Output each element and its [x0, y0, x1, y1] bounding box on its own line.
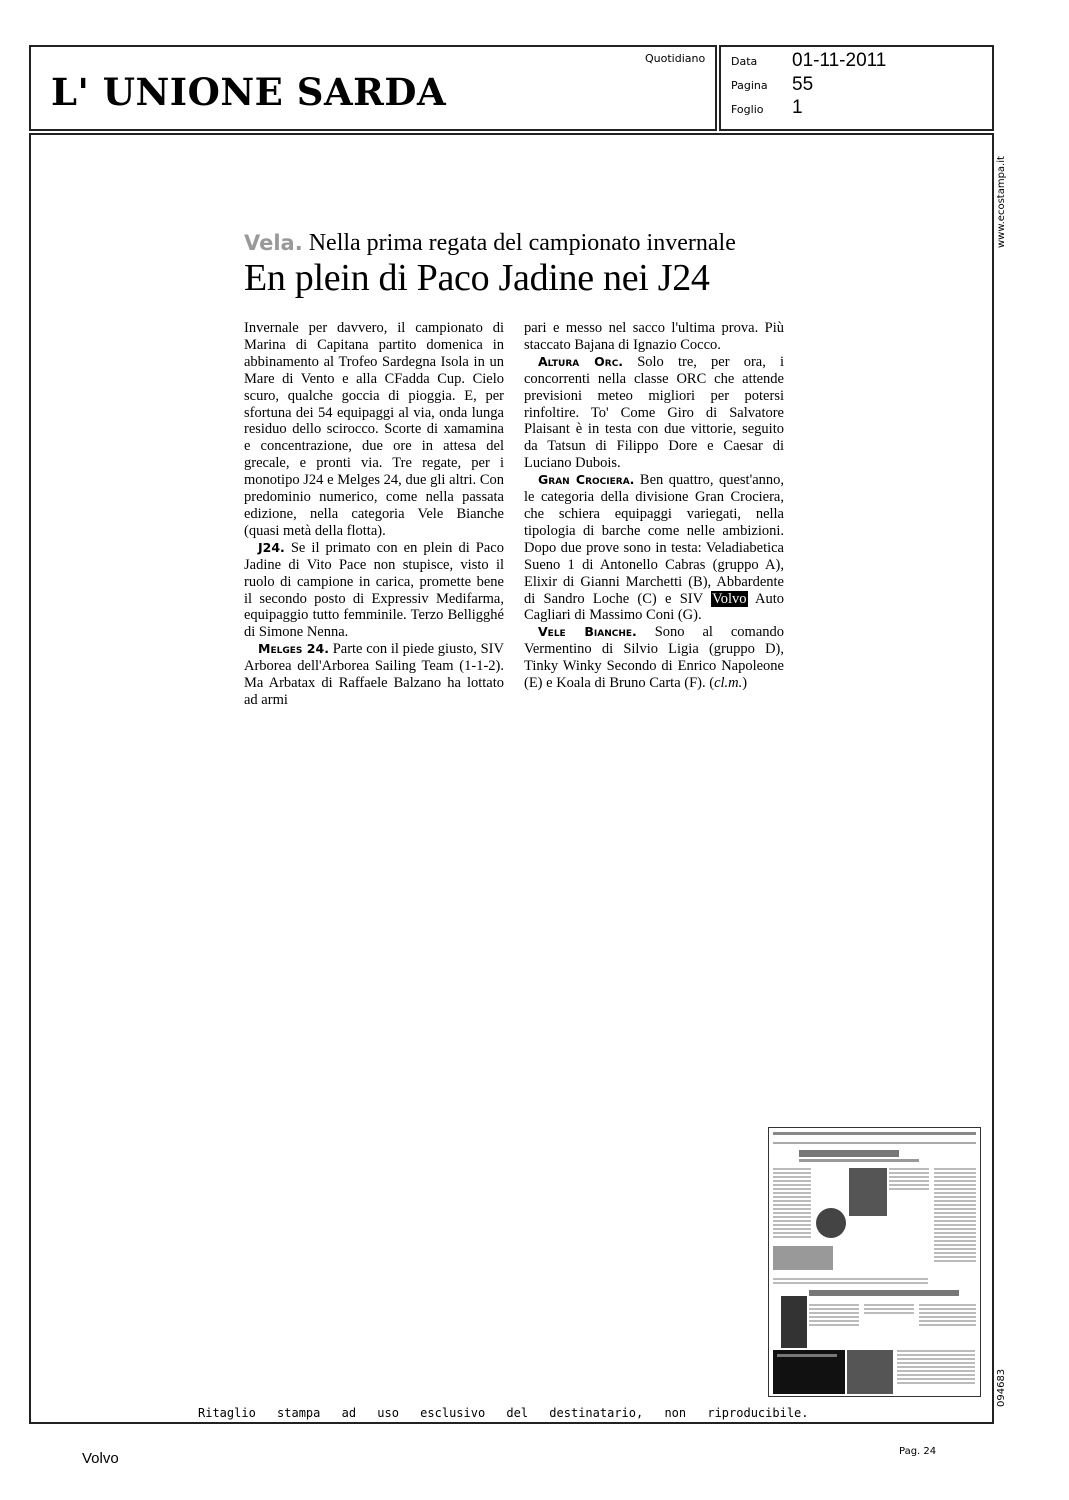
signature: cl.m. — [714, 675, 743, 692]
subhead: Melges 24. — [258, 641, 329, 657]
section-tag: Vela. — [244, 231, 303, 255]
subhead: Gran Crociera. — [538, 472, 635, 488]
meta-value-pagina: 55 — [792, 74, 814, 95]
keyword-highlight: Volvo — [712, 590, 747, 607]
side-code: 094683 — [996, 1368, 1007, 1407]
paragraph: Altura Orc. Solo tre, per ora, i concorrenti nella classe ORC che attende previsioni meteo migliori per potersi rinfoltire. To' Come Giro di Salvatore Plaisant è in testa con due vittorie, seguito da Tatsun di Filippo Dore e Caesar di Luciano Dubois. — [524, 353, 785, 472]
kicker-text: Nella prima regata del campionato invernale — [308, 230, 736, 256]
publication-type: Quotidiano — [645, 52, 706, 65]
meta-value-data: 01-11-2011 — [792, 50, 887, 71]
meta-label-data: Data — [731, 55, 758, 68]
paragraph: Melges 24. Parte con il piede giusto, SIV Arborea dell'Arborea Sailing Team (1-1-2). Ma Arbatax di Raffaele Balzano ha lottato ad armi — [244, 641, 504, 708]
newspaper-masthead: L' UNIONE SARDA — [51, 70, 447, 114]
newspaper-page-thumbnail-image — [769, 1128, 980, 1396]
page-number: Pag. 24 — [899, 1446, 937, 1457]
side-url: www.ecostampa.it — [996, 156, 1007, 248]
subhead: Vele Bianche. — [538, 624, 637, 640]
meta-value-foglio: 1 — [792, 97, 803, 118]
article-kicker — [244, 230, 736, 257]
subhead: J24. — [258, 539, 285, 555]
article-headline: En plein di Paco Jadine nei J24 — [244, 257, 710, 299]
paragraph: Vele Bianche. Sono al comando Vermentino di Silvio Ligia (gruppo D), Tinky Winky Secondo di Enrico Napoleone (E) e Koala di Bruno Carta (F). (cl.m.) — [524, 624, 785, 692]
paragraph: pari e messo nel sacco l'ultima prova. Più staccato Bajana di Ignazio Cocco. — [524, 320, 784, 353]
meta-label-pagina: Pagina — [731, 79, 768, 92]
footer-disclaimer: Ritaglio stampa ad uso esclusivo del destinatario, non riproducibile. — [198, 1406, 809, 1420]
article-column-2 — [524, 320, 784, 692]
subhead: Altura Orc. — [538, 353, 624, 369]
keyword-label: Volvo — [82, 1450, 119, 1467]
meta-label-foglio: Foglio — [731, 103, 764, 116]
paragraph: J24. Se il primato con en plein di Paco Jadine di Vito Pace non stupisce, visto il ruolo di campione in carica, promette bene il secondo posto di Expressiv Medifarma, equipaggio tutto femminile. Terzo Belligghé di Simone Nenna. — [244, 539, 504, 641]
page-thumbnail — [768, 1127, 981, 1397]
paragraph: Gran Crociera. Ben quattro, quest'anno, le categoria della divisione Gran Crociera, che schiera equipaggi variegati, nella tipologia di barche come nelle ambizioni. Dopo due prove sono in testa: Veladiabetica Sueno 1 di Antonello Cabras (gruppo A), Elixir di Gianni Marchetti (B), Abbardente di Sandro Loche (C) e SIV Volvo Auto Cagliari di Massimo Coni (G). — [524, 472, 785, 624]
article-column-1 — [244, 320, 504, 709]
paragraph: Invernale per davvero, il campionato di Marina di Capitana partito domenica in abbinamento al Trofeo Sardegna Isola in un Mare di Vento e alla CFadda Cup. Cielo scuro, qualche goccia di pioggia. E, per sfortuna dei 54 equipaggi al via, onda lunga residuo dello scirocco. Scorte di xamamina e concentrazione, due ore in attesa del grecale, e pronti via. Tre regate, per i monotipo J24 e Melges 24, due gli altri. Con predominio numerico, come nella passata edizione, nella categoria Vele Bianche (quasi metà della flotta). — [244, 320, 504, 539]
